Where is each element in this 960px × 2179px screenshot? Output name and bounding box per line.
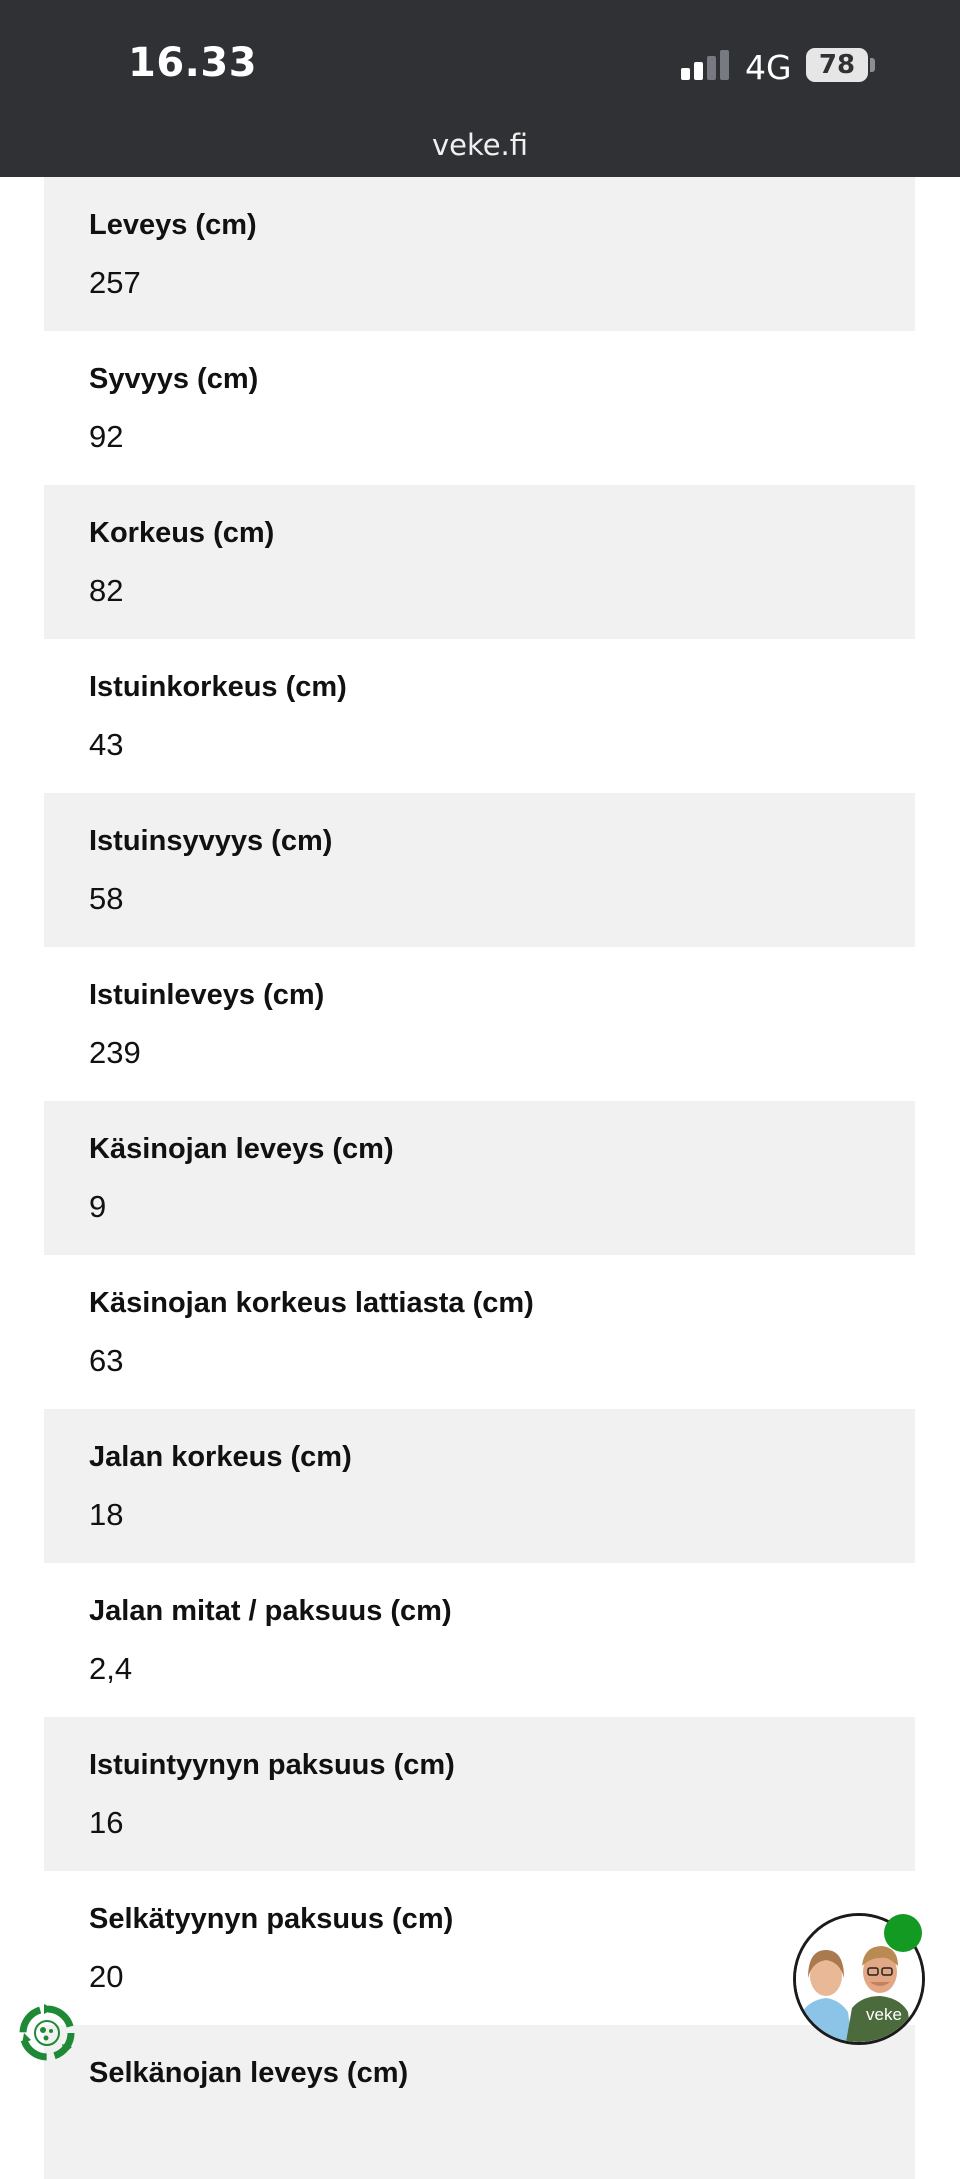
product-spec-list xyxy=(44,177,915,2179)
online-status-dot xyxy=(884,1914,922,1952)
spec-label: Leveys (cm) xyxy=(89,209,257,241)
spec-row xyxy=(44,331,915,485)
status-time: 16.33 xyxy=(128,40,258,86)
spec-row xyxy=(44,177,915,331)
chat-logo-text: veke xyxy=(866,2005,902,2024)
battery-icon xyxy=(806,48,868,82)
status-bar xyxy=(0,0,960,177)
spec-row xyxy=(44,639,915,793)
spec-label: Istuinsyvyys (cm) xyxy=(89,825,333,857)
spec-label: Käsinojan korkeus lattiasta (cm) xyxy=(89,1287,534,1319)
spec-row xyxy=(44,1717,915,1871)
spec-row xyxy=(44,1255,915,1409)
spec-label: Käsinojan leveys (cm) xyxy=(89,1133,394,1165)
spec-value: 92 xyxy=(89,419,124,454)
spec-label: Korkeus (cm) xyxy=(89,517,275,549)
spec-value: 82 xyxy=(89,573,124,608)
spec-value: 43 xyxy=(89,727,124,762)
spec-value: 63 xyxy=(89,1343,124,1378)
spec-label: Istuinleveys (cm) xyxy=(89,979,325,1011)
spec-value: 58 xyxy=(89,881,124,916)
spec-row xyxy=(44,1409,915,1563)
spec-value: 16 xyxy=(89,1805,124,1840)
battery-tip xyxy=(870,58,875,72)
spec-row xyxy=(44,947,915,1101)
spec-label: Syvyys (cm) xyxy=(89,363,259,395)
spec-value: 239 xyxy=(89,1035,141,1070)
spec-row xyxy=(44,1563,915,1717)
address-bar-url[interactable]: veke.fi xyxy=(431,128,529,162)
network-type: 4G xyxy=(745,48,792,87)
spec-value: 2,4 xyxy=(89,1651,133,1686)
spec-value: 18 xyxy=(89,1497,124,1532)
spec-row xyxy=(44,1871,915,2025)
spec-row xyxy=(44,793,915,947)
battery-level: 78 xyxy=(818,50,856,80)
spec-label: Jalan mitat / paksuus (cm) xyxy=(89,1595,452,1627)
spec-label: Selkätyynyn paksuus (cm) xyxy=(89,1903,454,1935)
spec-value: 20 xyxy=(89,1959,124,1994)
spec-row xyxy=(44,485,915,639)
spec-value: 9 xyxy=(89,1189,107,1224)
spec-label: Jalan korkeus (cm) xyxy=(89,1441,352,1473)
spec-label: Istuintyynyn paksuus (cm) xyxy=(89,1749,455,1781)
spec-value: 257 xyxy=(89,265,141,300)
recycle-icon[interactable] xyxy=(14,2000,80,2066)
spec-label: Selkänojan leveys (cm) xyxy=(89,2057,409,2089)
spec-row xyxy=(44,1101,915,1255)
spec-label: Istuinkorkeus (cm) xyxy=(89,671,347,703)
spec-row xyxy=(44,2025,915,2179)
signal-icon xyxy=(681,50,729,80)
